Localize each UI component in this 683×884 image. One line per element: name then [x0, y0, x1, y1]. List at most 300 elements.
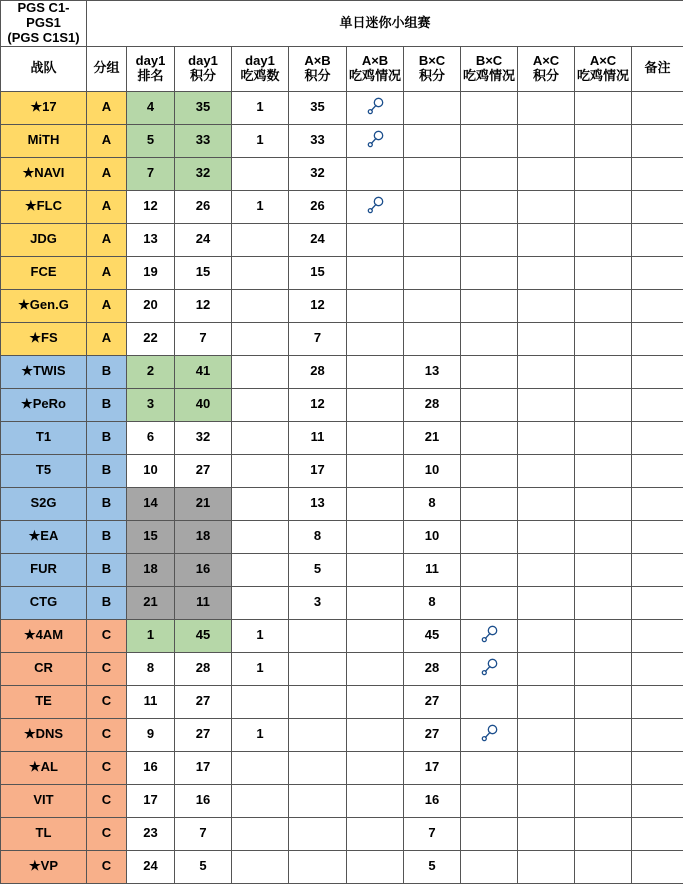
team-name-cell: ★VP: [1, 850, 87, 883]
group-cell: C: [87, 685, 127, 718]
ab-points-cell: 28: [289, 355, 347, 388]
day1-rank-cell: 14: [127, 487, 175, 520]
team-name-cell: ★Gen.G: [1, 289, 87, 322]
ac-win-cell: [575, 223, 632, 256]
table-row: [1, 487, 683, 520]
bc-win-cell: [461, 421, 518, 454]
ab-points-cell: [289, 751, 347, 784]
column-header-line1: day1: [127, 54, 174, 69]
ac-win-cell: [575, 289, 632, 322]
ac-win-cell: [575, 124, 632, 157]
note-cell: [632, 190, 683, 223]
column-header-line2: 积分: [518, 69, 574, 84]
bc-win-cell: [461, 355, 518, 388]
day1-points-cell: 21: [175, 487, 232, 520]
day1-rank-cell: 10: [127, 454, 175, 487]
ab-win-cell: [347, 784, 404, 817]
note-cell: [632, 289, 683, 322]
column-header-1: [87, 46, 127, 91]
ac-points-cell: [518, 256, 575, 289]
ac-points-cell: [518, 586, 575, 619]
day1-rank-cell: 17: [127, 784, 175, 817]
bc-win-cell: [461, 157, 518, 190]
ab-win-cell: [347, 256, 404, 289]
day1-points-cell: 35: [175, 91, 232, 124]
ab-win-cell: [347, 322, 404, 355]
ac-win-cell: [575, 421, 632, 454]
day1-rank-cell: 21: [127, 586, 175, 619]
column-header-row: [1, 46, 683, 91]
note-cell: [632, 91, 683, 124]
ab-win-cell: [347, 190, 404, 223]
day1-wins-cell: [232, 520, 289, 553]
group-cell: C: [87, 751, 127, 784]
day1-wins-cell: [232, 388, 289, 421]
team-name-cell: CTG: [1, 586, 87, 619]
ac-win-cell: [575, 718, 632, 751]
bc-win-cell: [461, 322, 518, 355]
day1-wins-cell: [232, 322, 289, 355]
bc-win-cell: [461, 850, 518, 883]
group-cell: C: [87, 718, 127, 751]
table-row: [1, 817, 683, 850]
ac-points-cell: [518, 388, 575, 421]
day1-wins-cell: [232, 685, 289, 718]
note-cell: [632, 223, 683, 256]
ab-points-cell: [289, 817, 347, 850]
chicken-leg-icon: [365, 202, 385, 219]
day1-wins-cell: [232, 289, 289, 322]
column-header-line1: A×B: [289, 54, 346, 69]
column-header-10: [575, 46, 632, 91]
table-title: 单日迷你小组赛: [87, 1, 683, 47]
bc-win-cell: [461, 751, 518, 784]
team-name-cell: FUR: [1, 553, 87, 586]
team-name-cell: T5: [1, 454, 87, 487]
team-name-cell: VIT: [1, 784, 87, 817]
ab-win-cell: [347, 355, 404, 388]
group-cell: A: [87, 289, 127, 322]
day1-rank-cell: 3: [127, 388, 175, 421]
note-cell: [632, 124, 683, 157]
day1-rank-cell: 1: [127, 619, 175, 652]
column-header-line2: 积分: [175, 69, 231, 84]
event-code-cell: [1, 1, 87, 47]
day1-wins-cell: 1: [232, 124, 289, 157]
bc-points-cell: 10: [404, 520, 461, 553]
bc-points-cell: 45: [404, 619, 461, 652]
ac-points-cell: [518, 124, 575, 157]
ab-win-cell: [347, 157, 404, 190]
bc-win-cell: [461, 487, 518, 520]
column-header-8: [461, 46, 518, 91]
ac-win-cell: [575, 553, 632, 586]
ab-points-cell: [289, 718, 347, 751]
day1-rank-cell: 4: [127, 91, 175, 124]
day1-wins-cell: [232, 256, 289, 289]
column-header-3: [175, 46, 232, 91]
ac-points-cell: [518, 553, 575, 586]
day1-rank-cell: 24: [127, 850, 175, 883]
chicken-leg-icon: [479, 631, 499, 648]
ac-win-cell: [575, 190, 632, 223]
column-header-line1: 分组: [87, 61, 126, 76]
team-name-cell: ★AL: [1, 751, 87, 784]
table-row: [1, 421, 683, 454]
day1-rank-cell: 2: [127, 355, 175, 388]
note-cell: [632, 553, 683, 586]
day1-wins-cell: [232, 751, 289, 784]
bc-points-cell: [404, 223, 461, 256]
ab-points-cell: 7: [289, 322, 347, 355]
day1-rank-cell: 6: [127, 421, 175, 454]
ab-points-cell: 3: [289, 586, 347, 619]
ab-points-cell: 24: [289, 223, 347, 256]
day1-rank-cell: 12: [127, 190, 175, 223]
note-cell: [632, 619, 683, 652]
bc-win-cell: [461, 817, 518, 850]
column-header-line1: B×C: [404, 54, 460, 69]
bc-points-cell: 28: [404, 652, 461, 685]
ac-points-cell: [518, 91, 575, 124]
day1-rank-cell: 5: [127, 124, 175, 157]
bc-win-cell: [461, 256, 518, 289]
ac-win-cell: [575, 91, 632, 124]
column-header-line1: 备注: [632, 61, 683, 76]
day1-points-cell: 41: [175, 355, 232, 388]
day1-rank-cell: 9: [127, 718, 175, 751]
bc-win-cell: [461, 223, 518, 256]
ac-points-cell: [518, 685, 575, 718]
ac-win-cell: [575, 322, 632, 355]
group-cell: B: [87, 454, 127, 487]
note-cell: [632, 256, 683, 289]
day1-points-cell: 18: [175, 520, 232, 553]
bc-points-cell: [404, 322, 461, 355]
ab-win-cell: [347, 652, 404, 685]
ab-win-cell: [347, 553, 404, 586]
group-cell: C: [87, 619, 127, 652]
day1-rank-cell: 8: [127, 652, 175, 685]
column-header-line2: 吃鸡数: [232, 69, 288, 84]
bc-win-cell: [461, 289, 518, 322]
day1-wins-cell: 1: [232, 91, 289, 124]
table-row: [1, 586, 683, 619]
bc-win-cell: [461, 190, 518, 223]
bc-win-cell: [461, 388, 518, 421]
bc-points-cell: 8: [404, 487, 461, 520]
note-cell: [632, 421, 683, 454]
table-row: [1, 91, 683, 124]
day1-points-cell: 11: [175, 586, 232, 619]
column-header-line1: day1: [232, 54, 288, 69]
team-name-cell: ★NAVI: [1, 157, 87, 190]
ac-win-cell: [575, 619, 632, 652]
day1-wins-cell: 1: [232, 652, 289, 685]
group-cell: C: [87, 817, 127, 850]
ac-points-cell: [518, 355, 575, 388]
bc-win-cell: [461, 718, 518, 751]
ab-win-cell: [347, 718, 404, 751]
bc-win-cell: [461, 91, 518, 124]
day1-rank-cell: 7: [127, 157, 175, 190]
day1-points-cell: 24: [175, 223, 232, 256]
bc-points-cell: [404, 256, 461, 289]
ab-points-cell: [289, 652, 347, 685]
team-name-cell: ★DNS: [1, 718, 87, 751]
day1-points-cell: 15: [175, 256, 232, 289]
column-header-line2: 吃鸡情况: [461, 69, 517, 84]
team-name-cell: TL: [1, 817, 87, 850]
table-row: [1, 454, 683, 487]
table-row: [1, 157, 683, 190]
group-cell: A: [87, 91, 127, 124]
bc-points-cell: 28: [404, 388, 461, 421]
group-cell: A: [87, 223, 127, 256]
ab-points-cell: 15: [289, 256, 347, 289]
table-row: [1, 322, 683, 355]
ac-points-cell: [518, 817, 575, 850]
ab-win-cell: [347, 388, 404, 421]
team-name-cell: MiTH: [1, 124, 87, 157]
bc-points-cell: [404, 289, 461, 322]
day1-points-cell: 5: [175, 850, 232, 883]
ac-win-cell: [575, 487, 632, 520]
ab-points-cell: 26: [289, 190, 347, 223]
day1-points-cell: 27: [175, 685, 232, 718]
bc-win-cell: [461, 553, 518, 586]
ac-win-cell: [575, 685, 632, 718]
ac-points-cell: [518, 619, 575, 652]
ab-points-cell: 35: [289, 91, 347, 124]
bc-win-cell: [461, 124, 518, 157]
note-cell: [632, 388, 683, 421]
group-cell: B: [87, 421, 127, 454]
team-name-cell: ★4AM: [1, 619, 87, 652]
table-row: [1, 388, 683, 421]
ac-points-cell: [518, 784, 575, 817]
ac-points-cell: [518, 520, 575, 553]
ab-win-cell: [347, 520, 404, 553]
ab-points-cell: 33: [289, 124, 347, 157]
column-header-7: [404, 46, 461, 91]
group-cell: B: [87, 355, 127, 388]
ab-points-cell: 8: [289, 520, 347, 553]
column-header-2: [127, 46, 175, 91]
ab-points-cell: 12: [289, 388, 347, 421]
ac-win-cell: [575, 256, 632, 289]
day1-points-cell: 27: [175, 454, 232, 487]
day1-points-cell: 16: [175, 784, 232, 817]
day1-rank-cell: 15: [127, 520, 175, 553]
bc-win-cell: [461, 619, 518, 652]
ab-points-cell: [289, 784, 347, 817]
team-name-cell: CR: [1, 652, 87, 685]
bc-points-cell: [404, 124, 461, 157]
day1-points-cell: 45: [175, 619, 232, 652]
ab-points-cell: [289, 619, 347, 652]
ac-points-cell: [518, 223, 575, 256]
table-row: [1, 850, 683, 883]
table-row: [1, 619, 683, 652]
day1-points-cell: 40: [175, 388, 232, 421]
column-header-5: [289, 46, 347, 91]
day1-rank-cell: 18: [127, 553, 175, 586]
day1-wins-cell: [232, 421, 289, 454]
ac-points-cell: [518, 421, 575, 454]
day1-points-cell: 26: [175, 190, 232, 223]
team-name-cell: ★17: [1, 91, 87, 124]
column-header-line1: 战队: [1, 61, 86, 76]
day1-wins-cell: [232, 355, 289, 388]
day1-points-cell: 12: [175, 289, 232, 322]
ac-win-cell: [575, 586, 632, 619]
ab-win-cell: [347, 487, 404, 520]
ac-win-cell: [575, 817, 632, 850]
note-cell: [632, 487, 683, 520]
team-name-cell: JDG: [1, 223, 87, 256]
ab-points-cell: 12: [289, 289, 347, 322]
team-name-cell: T1: [1, 421, 87, 454]
bc-points-cell: [404, 157, 461, 190]
ac-points-cell: [518, 751, 575, 784]
table-row: [1, 784, 683, 817]
note-cell: [632, 652, 683, 685]
column-header-line1: A×B: [347, 54, 403, 69]
ac-points-cell: [518, 718, 575, 751]
ac-win-cell: [575, 850, 632, 883]
column-header-line2: 吃鸡情况: [347, 69, 403, 84]
ab-win-cell: [347, 850, 404, 883]
bc-points-cell: 7: [404, 817, 461, 850]
group-cell: C: [87, 850, 127, 883]
note-cell: [632, 355, 683, 388]
group-cell: C: [87, 652, 127, 685]
ab-win-cell: [347, 421, 404, 454]
team-name-cell: ★FS: [1, 322, 87, 355]
ac-win-cell: [575, 355, 632, 388]
bc-points-cell: 17: [404, 751, 461, 784]
ab-win-cell: [347, 685, 404, 718]
column-header-9: [518, 46, 575, 91]
team-name-cell: ★FLC: [1, 190, 87, 223]
column-header-line1: day1: [175, 54, 231, 69]
bc-points-cell: 11: [404, 553, 461, 586]
group-cell: A: [87, 124, 127, 157]
note-cell: [632, 751, 683, 784]
team-name-cell: ★TWIS: [1, 355, 87, 388]
ac-win-cell: [575, 157, 632, 190]
table-row: [1, 652, 683, 685]
title-row: [1, 1, 683, 47]
ab-win-cell: [347, 751, 404, 784]
table-row: [1, 256, 683, 289]
bc-points-cell: 27: [404, 685, 461, 718]
bc-points-cell: 10: [404, 454, 461, 487]
ab-win-cell: [347, 91, 404, 124]
day1-points-cell: 32: [175, 157, 232, 190]
bc-win-cell: [461, 520, 518, 553]
day1-wins-cell: [232, 454, 289, 487]
ac-win-cell: [575, 388, 632, 421]
note-cell: [632, 454, 683, 487]
day1-points-cell: 32: [175, 421, 232, 454]
bc-points-cell: 16: [404, 784, 461, 817]
bc-points-cell: 8: [404, 586, 461, 619]
table-row: [1, 355, 683, 388]
group-cell: A: [87, 322, 127, 355]
ab-points-cell: [289, 850, 347, 883]
ab-points-cell: 13: [289, 487, 347, 520]
ac-win-cell: [575, 652, 632, 685]
day1-rank-cell: 19: [127, 256, 175, 289]
day1-wins-cell: [232, 850, 289, 883]
group-cell: A: [87, 190, 127, 223]
table-row: [1, 223, 683, 256]
table-row: [1, 289, 683, 322]
table-row: [1, 124, 683, 157]
ac-points-cell: [518, 322, 575, 355]
note-cell: [632, 718, 683, 751]
ac-win-cell: [575, 520, 632, 553]
day1-rank-cell: 16: [127, 751, 175, 784]
column-header-line1: B×C: [461, 54, 517, 69]
table-row: [1, 520, 683, 553]
ab-win-cell: [347, 454, 404, 487]
group-cell: B: [87, 553, 127, 586]
column-header-line2: 吃鸡情况: [575, 69, 631, 84]
ac-win-cell: [575, 751, 632, 784]
ac-points-cell: [518, 487, 575, 520]
column-header-line2: 积分: [289, 69, 346, 84]
group-cell: A: [87, 157, 127, 190]
note-cell: [632, 586, 683, 619]
ac-points-cell: [518, 289, 575, 322]
note-cell: [632, 157, 683, 190]
column-header-4: [232, 46, 289, 91]
table-row: [1, 190, 683, 223]
day1-wins-cell: [232, 223, 289, 256]
day1-rank-cell: 22: [127, 322, 175, 355]
day1-points-cell: 27: [175, 718, 232, 751]
ab-points-cell: [289, 685, 347, 718]
bc-win-cell: [461, 784, 518, 817]
bc-points-cell: 13: [404, 355, 461, 388]
day1-points-cell: 16: [175, 553, 232, 586]
day1-rank-cell: 20: [127, 289, 175, 322]
ab-win-cell: [347, 223, 404, 256]
group-cell: C: [87, 784, 127, 817]
chicken-leg-icon: [365, 103, 385, 120]
table-row: [1, 718, 683, 751]
group-cell: A: [87, 256, 127, 289]
bc-win-cell: [461, 652, 518, 685]
ac-points-cell: [518, 454, 575, 487]
column-header-line1: A×C: [518, 54, 574, 69]
ab-win-cell: [347, 124, 404, 157]
bc-win-cell: [461, 454, 518, 487]
ac-points-cell: [518, 652, 575, 685]
column-header-0: [1, 46, 87, 91]
event-code-line1: PGS C1-PGS1: [1, 1, 86, 31]
note-cell: [632, 784, 683, 817]
bc-points-cell: [404, 190, 461, 223]
table-row: [1, 751, 683, 784]
group-cell: B: [87, 388, 127, 421]
ab-win-cell: [347, 289, 404, 322]
table-row: [1, 685, 683, 718]
column-header-6: [347, 46, 404, 91]
